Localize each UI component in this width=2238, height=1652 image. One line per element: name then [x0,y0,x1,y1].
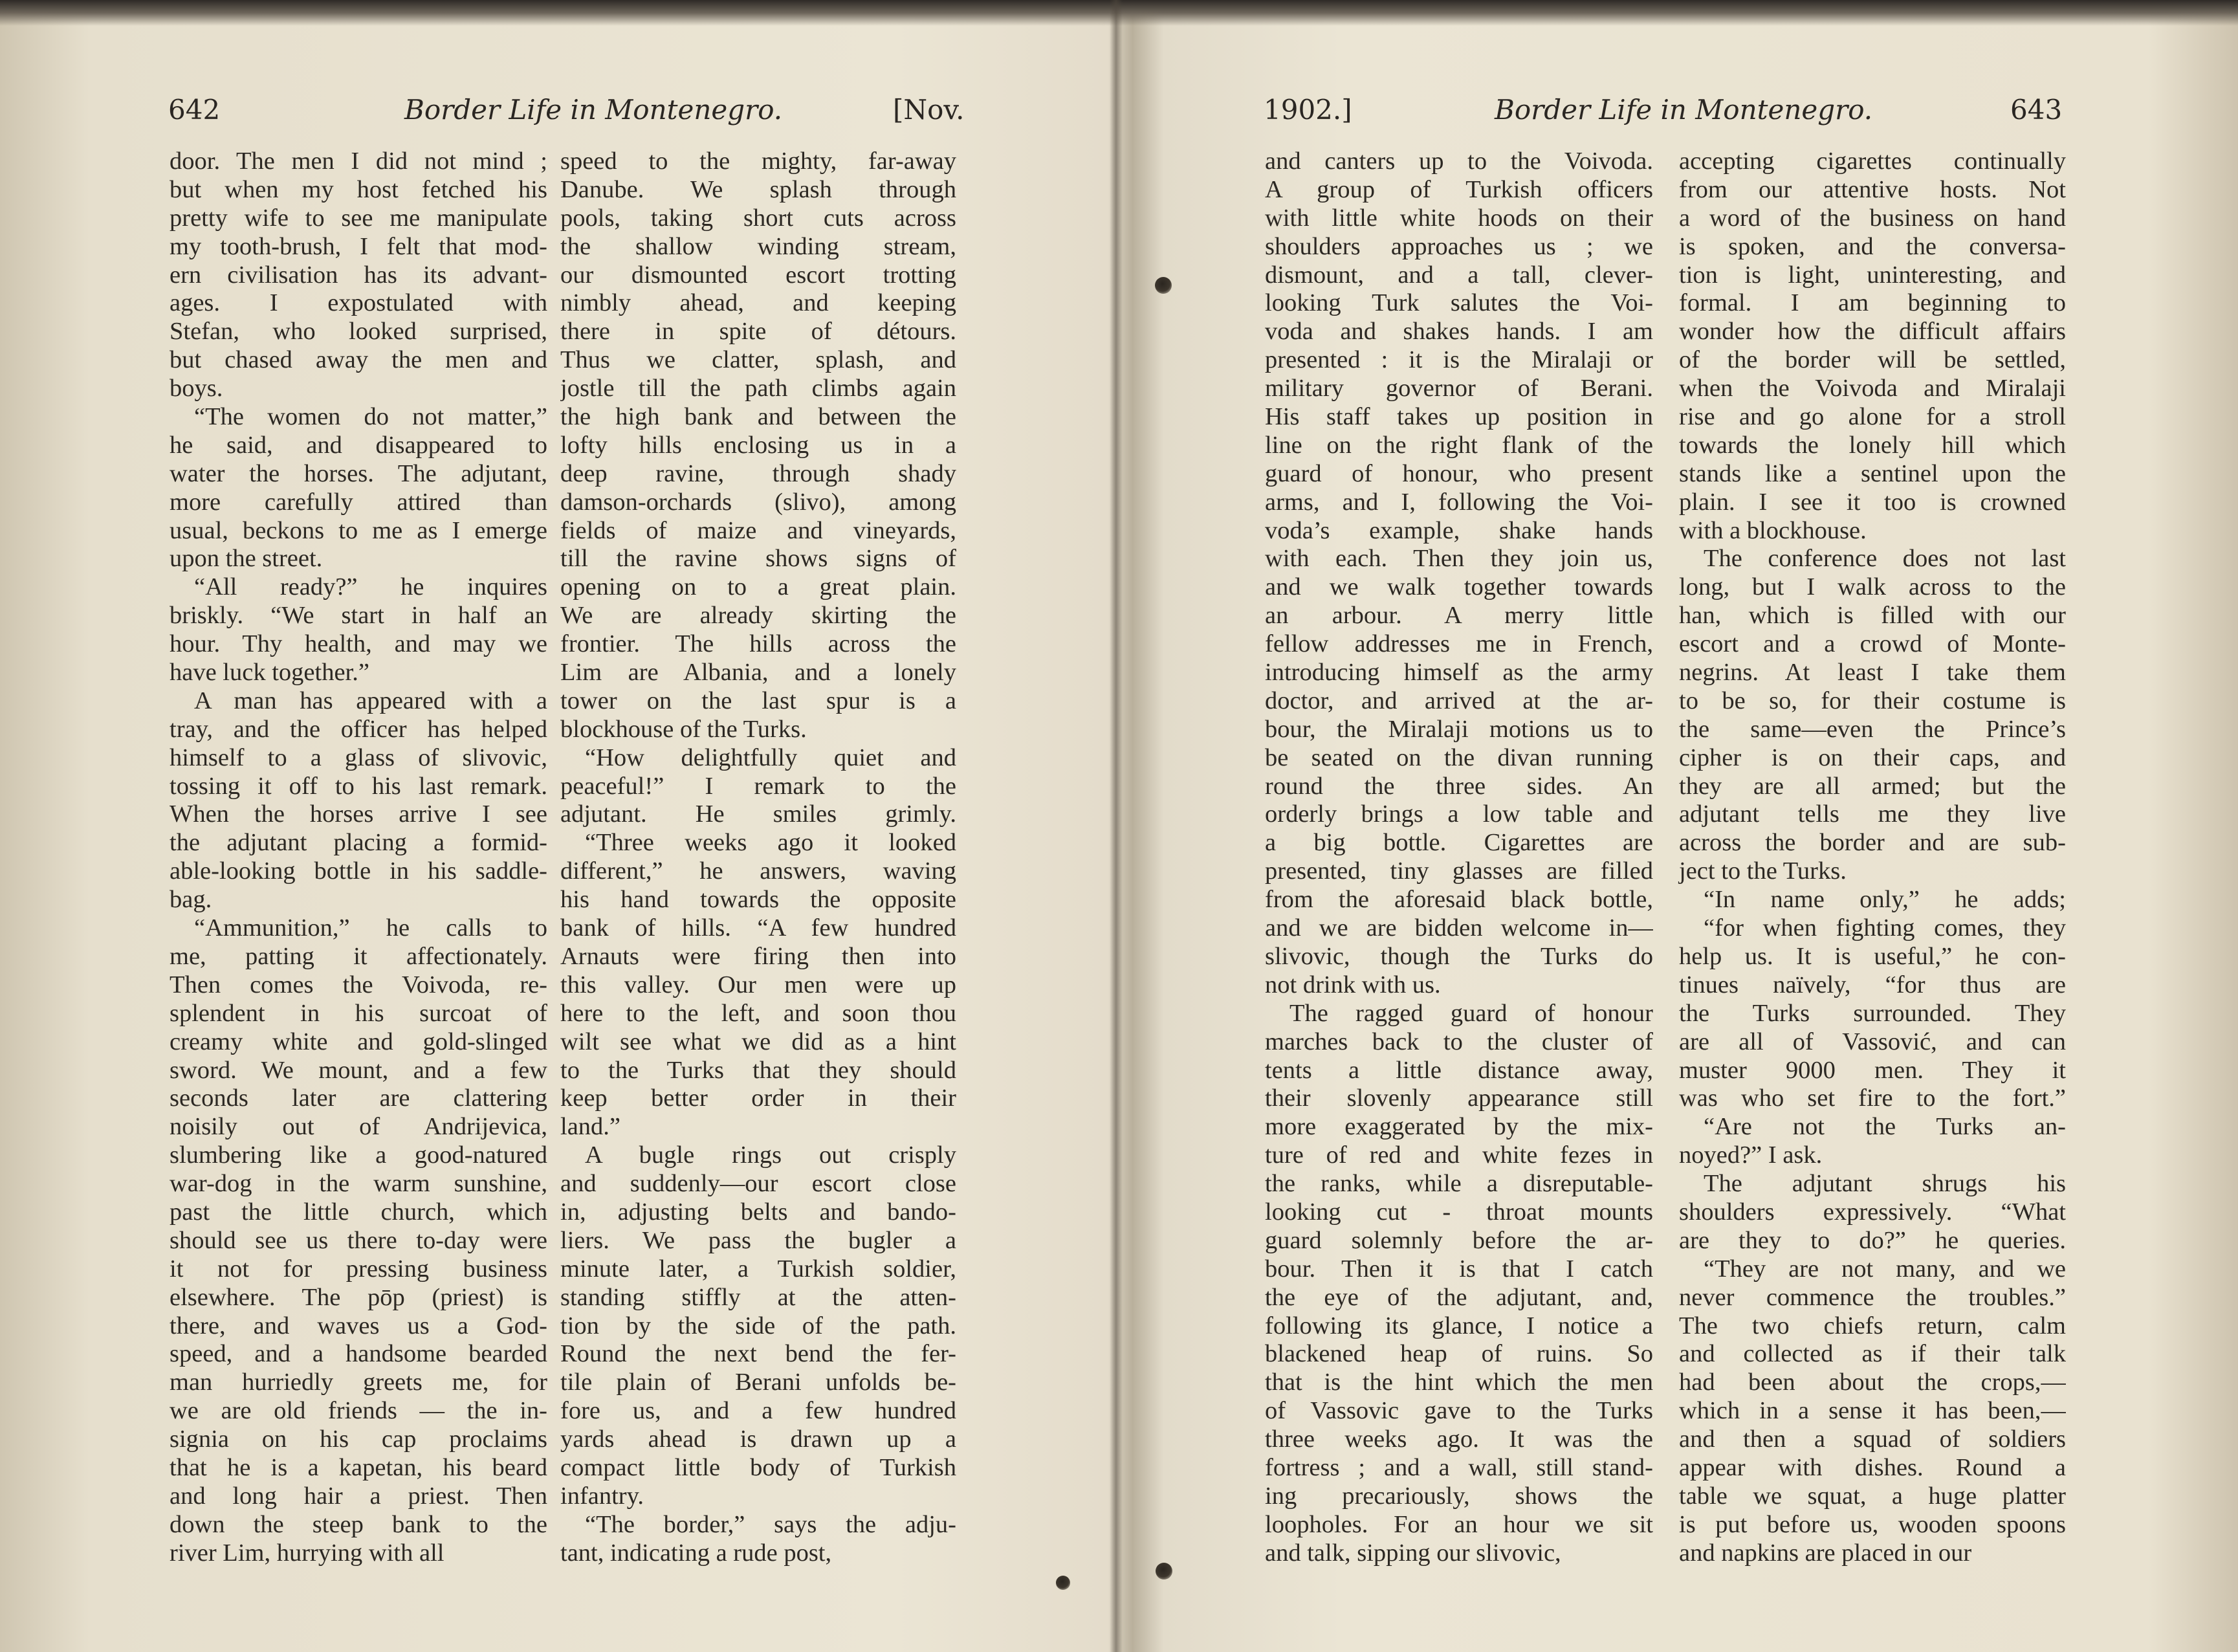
text-line: not drink with us. [1265,971,1441,998]
text-line: looking cut - throat mounts [1265,1198,1653,1226]
text-line: introducing himself as the army [1265,659,1653,687]
text-line: bank of hills. “A few hundred [560,914,956,942]
text-line: noisily out of Andrijevica, [170,1113,547,1141]
text-line: from our attentive hosts. Not [1679,175,2066,203]
text-line: there in spite of détours. [560,318,956,346]
text-line: A bugle rings out crisply [585,1141,956,1169]
text-line: loopholes. For an hour we sit [1265,1510,1653,1538]
text-line: it not for pressing business [170,1255,547,1283]
text-line: to be so, for their costume is [1679,687,2066,714]
text-line: tion by the side of the path. [560,1312,956,1339]
text-line: across the border and are sub- [1679,829,2066,857]
right-running-title: Border Life in Montenegro. [1495,94,1873,126]
text-line: tant, indicating a rude post, [560,1539,832,1567]
text-line: himself to a glass of slivovic, [170,743,547,771]
text-line: muster 9000 men. They it [1679,1056,2066,1084]
text-line: plain. I see it too is crowned [1679,488,2066,516]
text-line: of Vassovic gave to the Turks [1265,1397,1653,1425]
text-line: with a blockhouse. [1679,516,1867,544]
text-line: The conference does not last [1704,545,2066,573]
text-line: keep better order in their [560,1085,956,1112]
text-line: hour. Thy health, and may we [170,630,547,658]
text-line: The two chiefs return, calm [1679,1312,2066,1339]
text-line: our dismounted escort trotting [560,261,956,289]
text-line: help us. It is useful,” he con- [1679,942,2066,970]
text-line: of the border will be settled, [1679,346,2066,374]
text-line: yards ahead is drawn up a [560,1426,956,1453]
text-line: and we walk together towards [1265,573,1653,601]
text-line: ture of red and white fezes in [1265,1141,1653,1169]
text-line: we are old friends — the in- [170,1397,547,1425]
left-page [0,0,1113,1652]
text-line: sword. We mount, and a few [170,1056,547,1084]
text-line: Stefan, who looked surprised, [170,318,547,346]
text-line: escort and a crowd of Monte- [1679,630,2066,658]
text-line: a word of the business on hand [1679,204,2066,232]
text-line: marches back to the cluster of [1265,1028,1653,1055]
text-line: negrins. At least I take them [1679,659,2066,687]
text-line: towards the lonely hill which [1679,431,2066,459]
left-date-mark: [Nov. [893,94,965,126]
left-column-2 [560,148,956,1568]
text-line: boys. [170,375,223,402]
text-line: We are already skirting the [560,602,956,630]
text-line: tossing it off to his last remark. [170,772,547,800]
text-line: never commence the troubles.” [1679,1283,2066,1311]
text-line: and talk, sipping our slivovic, [1265,1539,1561,1567]
text-line: when the Voivoda and Miralaji [1679,375,2066,402]
text-line: rise and go alone for a stroll [1679,403,2066,431]
text-line: Lim are Albania, and a lonely [560,659,956,687]
text-line: cipher is on their caps, and [1679,743,2066,771]
text-line: speed, and a handsome bearded [170,1340,547,1368]
text-line: noyed?” I ask. [1679,1141,1823,1169]
text-line: opening on to a great plain. [560,573,956,601]
text-line: in, adjusting belts and bando- [560,1198,956,1226]
text-line: splendent in his surcoat of [170,999,547,1027]
text-line: but chased away the men and [170,346,547,374]
text-line: lofty hills enclosing us in a [560,431,956,459]
text-line: Then comes the Voivoda, re- [170,971,547,998]
text-line: to the Turks that they should [560,1056,956,1084]
text-line: is spoken, and the conversa- [1679,232,2066,260]
text-line: upon the street. [170,545,323,573]
text-line: The ragged guard of honour [1289,999,1653,1027]
text-line: tents a little distance away, [1265,1056,1653,1084]
text-line: blockhouse of the Turks. [560,715,807,743]
text-line: should see us there to-day were [170,1226,547,1254]
text-line: A group of Turkish officers [1265,175,1653,203]
text-line: bag. [170,886,212,914]
text-line: they are all armed; but the [1679,772,2066,800]
text-line: pretty wife to see me manipulate [170,204,547,232]
text-line: the high bank and between the [560,403,956,431]
text-line: orderly brings a low table and [1265,800,1653,828]
text-line: have luck together.” [170,659,369,687]
text-line: presented, tiny glasses are filled [1265,857,1653,885]
text-line: formal. I am beginning to [1679,289,2066,317]
text-line: the ranks, while a disreputable- [1265,1170,1653,1198]
left-page-number: 642 [168,94,221,126]
text-line: “Are not the Turks an- [1704,1113,2066,1141]
text-line: and long hair a priest. Then [170,1482,547,1510]
text-line: and then a squad of soldiers [1679,1426,2066,1453]
right-column-2 [1679,148,2066,1568]
text-line: minute later, a Turkish soldier, [560,1255,956,1283]
text-line: with little white hoods on their [1265,204,1653,232]
text-line: shoulders approaches us ; we [1265,232,1653,260]
text-line: land.” [560,1113,620,1141]
text-line: arms, and I, following the Voi- [1265,488,1653,516]
text-line: bour. Then it is that I catch [1265,1255,1653,1283]
text-line: tinues naïvely, “for thus are [1679,971,2066,998]
text-line: deep ravine, through shady [560,459,956,487]
text-line: presented : it is the Miralaji or [1265,346,1653,374]
text-line: tile plain of Berani unfolds be- [560,1369,956,1396]
text-line: fields of maize and vineyards, [560,516,956,544]
text-line: His staff takes up position in [1265,403,1653,431]
text-line: was who set fire to the fort.” [1679,1085,2066,1112]
text-line: voda and shakes hands. I am [1265,318,1653,346]
text-line: infantry. [560,1482,644,1510]
text-line: the adjutant placing a formid- [170,829,547,857]
text-line: ern civilisation has its advant- [170,261,547,289]
right-date-mark: 1902.] [1264,94,1352,126]
text-line: ject to the Turks. [1679,857,1847,885]
text-line: han, which is filled with our [1679,602,2066,630]
text-line: there, and waves us a God- [170,1312,547,1339]
text-line: and we are bidden welcome in— [1265,914,1653,942]
text-line: past the little church, which [170,1198,547,1226]
text-line: is put before us, wooden spoons [1679,1510,2066,1538]
text-line: fortress ; and a wall, still stand- [1265,1453,1653,1481]
text-line: fellow addresses me in French, [1265,630,1653,658]
text-line: briskly. “We start in half an [170,602,547,630]
text-line: man hurriedly greets me, for [170,1369,547,1396]
text-line: which in a sense it has been,— [1679,1397,2066,1425]
text-line: able-looking bottle in his saddle- [170,857,547,885]
right-column-1 [1265,148,1653,1568]
text-line: “They are not many, and we [1704,1255,2066,1283]
text-line: nimbly ahead, and keeping [560,289,956,317]
text-line: speed to the mighty, far-away [560,148,956,175]
text-line: wilt see what we did as a hint [560,1028,956,1055]
text-line: Round the next bend the fer- [560,1340,956,1368]
text-line: their slovenly appearance still [1265,1085,1653,1112]
text-line: river Lim, hurrying with all [170,1539,444,1567]
text-line: accepting cigarettes continually [1679,148,2066,175]
text-line: war-dog in the warm sunshine, [170,1170,547,1198]
text-line: guard solemnly before the ar- [1265,1226,1653,1254]
text-line: jostle till the path climbs again [560,375,956,402]
text-line: are all of Vassović, and can [1679,1028,2066,1055]
text-line: more exaggerated by the mix- [1265,1113,1653,1141]
text-line: tion is light, uninteresting, and [1679,261,2066,289]
text-line: military governor of Berani. [1265,375,1653,402]
text-line: water the horses. The adjutant, [170,459,547,487]
text-line: long, but I walk across to the [1679,573,2066,601]
text-line: Danube. We splash through [560,175,956,203]
text-line: tower on the last spur is a [560,687,956,714]
text-line: his hand towards the opposite [560,886,956,914]
right-page [1126,0,2238,1652]
text-line: a big bottle. Cigarettes are [1265,829,1653,857]
text-line: three weeks ago. It was the [1265,1426,1653,1453]
text-line: stands like a sentinel upon the [1679,459,2066,487]
text-line: Arnauts were firing then into [560,942,956,970]
text-line: elsewhere. The pōp (priest) is [170,1283,547,1311]
text-line: adjutant. He smiles grimly. [560,800,956,828]
right-page-number: 643 [2010,94,2063,126]
text-line: different,” he answers, waving [560,857,956,885]
text-line: with each. Then they join us, [1265,545,1653,573]
text-line: pools, taking short cuts across [560,204,956,232]
text-line: “How delightfully quiet and [585,743,956,771]
text-line: “for when fighting comes, they [1704,914,2066,942]
text-line: liers. We pass the bugler a [560,1226,956,1254]
text-line: table we squat, a huge platter [1679,1482,2066,1510]
text-line: and napkins are placed in our [1679,1539,1972,1567]
text-line: this valley. Our men were up [560,971,956,998]
text-line: When the horses arrive I see [170,800,547,828]
text-line: the same—even the Prince’s [1679,715,2066,743]
text-line: and suddenly—our escort close [560,1170,956,1198]
text-line: and canters up to the Voivoda. [1265,148,1653,175]
text-line: and collected as if their talk [1679,1340,2066,1368]
text-line: frontier. The hills across the [560,630,956,658]
text-line: appear with dishes. Round a [1679,1453,2066,1481]
text-line: wonder how the difficult affairs [1679,318,2066,346]
text-line: voda’s example, shake hands [1265,516,1653,544]
text-line: creamy white and gold-slinged [170,1028,547,1055]
text-line: “All ready?” he inquires [194,573,547,601]
text-line: “The border,” says the adju- [585,1510,956,1538]
text-line: had been about the crops,— [1679,1369,2066,1396]
text-line: Thus we clatter, splash, and [560,346,956,374]
text-line: an arbour. A merry little [1265,602,1653,630]
text-line: blackened heap of ruins. So [1265,1340,1653,1368]
text-line: following its glance, I notice a [1265,1312,1653,1339]
text-line: dismount, and a tall, clever- [1265,261,1653,289]
text-line: tray, and the officer has helped [170,715,547,743]
left-column-1 [170,148,547,1568]
text-line: slivovic, though the Turks do [1265,942,1653,970]
text-line: damson-orchards (slivo), among [560,488,956,516]
text-line: me, patting it affectionately. [170,942,547,970]
text-line: he said, and disappeared to [170,431,547,459]
text-line: but when my host fetched his [170,175,547,203]
text-line: here to the left, and soon thou [560,999,956,1027]
text-line: adjutant tells me they live [1679,800,2066,828]
text-line: till the ravine shows signs of [560,545,956,573]
text-line: fore us, and a few hundred [560,1397,956,1425]
text-line: that he is a kapetan, his beard [170,1453,547,1481]
text-line: “Ammunition,” he calls to [194,914,547,942]
text-line: slumbering like a good-natured [170,1141,547,1169]
text-line: compact little body of Turkish [560,1453,956,1481]
text-line: my tooth-brush, I felt that mod- [170,232,547,260]
text-line: A man has appeared with a [194,687,547,714]
text-line: standing stiffly at the atten- [560,1283,956,1311]
text-line: line on the right flank of the [1265,431,1653,459]
text-line: door. The men I did not mind ; [170,148,547,175]
text-line: shoulders expressively. “What [1679,1198,2066,1226]
text-line: “The women do not matter,” [194,403,547,431]
text-line: that is the hint which the men [1265,1369,1653,1396]
text-line: the Turks surrounded. They [1679,999,2066,1027]
text-line: are they to do?” he queries. [1679,1226,2066,1254]
text-line: usual, beckons to me as I emerge [170,516,547,544]
text-line: looking Turk salutes the Voi- [1265,289,1653,317]
text-line: down the steep bank to the [170,1510,547,1538]
text-line: more carefully attired than [170,488,547,516]
text-line: round the three sides. An [1265,772,1653,800]
left-running-title: Border Life in Montenegro. [404,94,783,126]
text-line: “In name only,” he adds; [1704,886,2066,914]
text-line: ages. I expostulated with [170,289,547,317]
text-line: the eye of the adjutant, and, [1265,1283,1653,1311]
text-line: The adjutant shrugs his [1704,1170,2066,1198]
text-line: signia on his cap proclaims [170,1426,547,1453]
text-line: be seated on the divan running [1265,743,1653,771]
text-line: “Three weeks ago it looked [585,829,956,857]
text-line: guard of honour, who present [1265,459,1653,487]
text-line: the shallow winding stream, [560,232,956,260]
text-line: doctor, and arrived at the ar- [1265,687,1653,714]
text-line: ing precariously, shows the [1265,1482,1653,1510]
text-line: from the aforesaid black bottle, [1265,886,1653,914]
text-line: seconds later are clattering [170,1085,547,1112]
text-line: bour, the Miralaji motions us to [1265,715,1653,743]
text-line: peaceful!” I remark to the [560,772,956,800]
